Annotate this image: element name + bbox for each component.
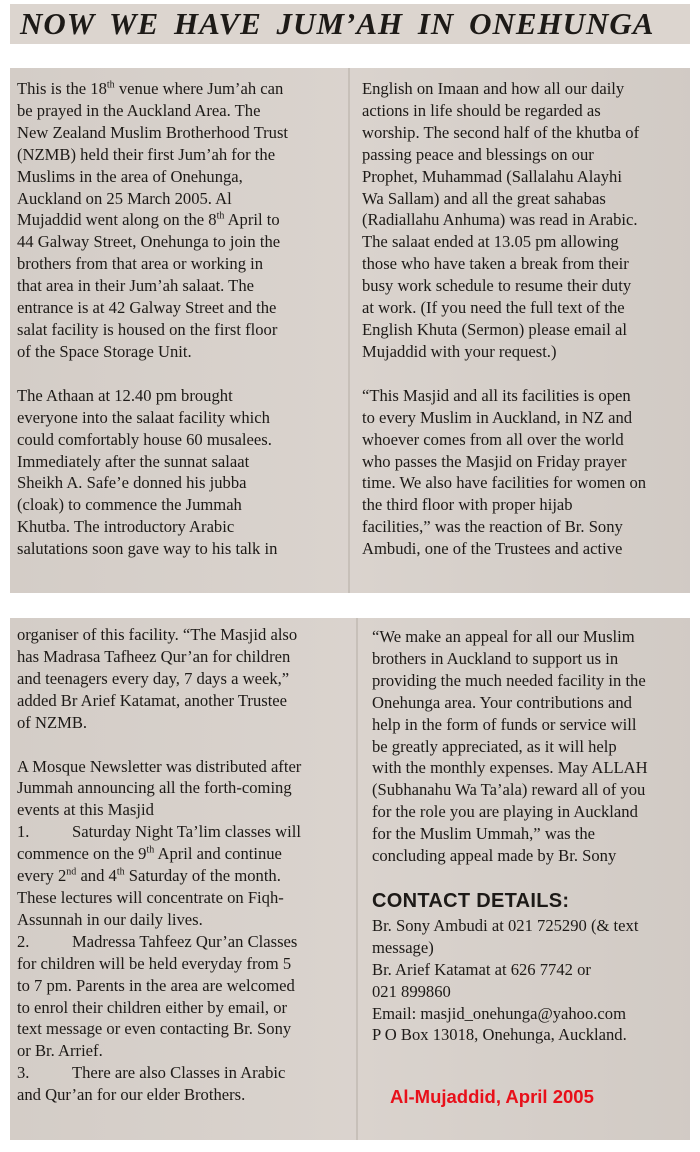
- text-line: everyone into the salaat facility which: [17, 407, 270, 427]
- top-left-column: [17, 78, 337, 560]
- text-line: Mujaddid with your request.): [362, 341, 557, 361]
- text-line: entrance is at 42 Galway Street and the: [17, 298, 277, 318]
- text-line: every 2nd and 4th Saturday of the month.: [17, 866, 281, 886]
- text-line: whoever comes from all over the world: [362, 429, 624, 449]
- article-bottom-panel: [10, 618, 690, 1140]
- text-line: salat facility is housed on the first floor: [17, 319, 278, 339]
- text-line: Onehunga area. Your contributions and: [372, 692, 632, 712]
- text-line: Muslims in the area of Onehunga,: [17, 166, 243, 186]
- text-line: concluding appeal made by Br. Sony: [372, 846, 617, 866]
- text-line: Prophet, Muhammad (Sallalahu Alayhi: [362, 166, 622, 186]
- source-credit: Al-Mujaddid, April 2005: [390, 1086, 594, 1107]
- text-line: with the monthly expenses. May ALLAH: [372, 758, 648, 778]
- contact-line: message): [372, 937, 434, 957]
- list-item: 2. Madressa Tahfeez Qur’an Classes: [17, 931, 298, 951]
- contact-line: 021 899860: [372, 981, 451, 1001]
- text-line: the third floor with proper hijab: [362, 495, 573, 515]
- headline: NOW WE HAVE JUM’AH IN ONEHUNGA: [10, 4, 690, 44]
- text-line: These lectures will concentrate on Fiqh-: [17, 887, 284, 907]
- text-line: Ambudi, one of the Trustees and active: [362, 539, 623, 559]
- text-line: of the Space Storage Unit.: [17, 341, 192, 361]
- contact-heading: CONTACT DETAILS:: [372, 889, 570, 912]
- text-line: The salaat ended at 13.05 pm allowing: [362, 232, 619, 252]
- text-line: passing peace and blessings on our: [362, 144, 594, 164]
- article-top-panel: [10, 68, 690, 593]
- text-line: for the Muslim Ummah,” was the: [372, 824, 596, 844]
- text-line: commence on the 9th April and continue: [17, 844, 282, 864]
- text-line: at work. (If you need the full text of the: [362, 298, 625, 318]
- text-line: (cloak) to commence the Jummah: [17, 495, 242, 515]
- text-line: and teenagers every day, 7 days a week,”: [17, 668, 290, 688]
- text-line: organiser of this facility. “The Masjid also: [17, 625, 298, 644]
- text-line: brothers from that area or working in: [17, 254, 264, 274]
- text-line: brothers in Auckland to support us in: [372, 648, 619, 668]
- text-line: actions in life should be regarded as: [362, 100, 601, 120]
- contact-line: P O Box 13018, Onehunga, Auckland.: [372, 1025, 627, 1045]
- text-line: salutations soon gave way to his talk in: [17, 539, 278, 559]
- text-line: This is the 18th venue where Jum’ah can: [17, 79, 284, 98]
- text-line: worship. The second half of the khutba of: [362, 122, 640, 142]
- text-line: be greatly appreciated, as it will help: [372, 736, 617, 756]
- text-line: text message or even contacting Br. Sony: [17, 1019, 292, 1039]
- text-line: that area in their Jum’ah salaat. The: [17, 276, 254, 296]
- text-line: busy work schedule to resume their duty: [362, 276, 632, 296]
- list-item: 1. Saturday Night Ta’lim classes will: [17, 822, 301, 842]
- text-line: “We make an appeal for all our Muslim: [372, 627, 635, 646]
- text-line: added Br Arief Katamat, another Trustee: [17, 690, 288, 710]
- text-line: Khutba. The introductory Arabic: [17, 517, 235, 537]
- text-line: Wa Sallam) and all the great sahabas: [362, 188, 606, 208]
- text-line: “This Masjid and all its facilities is open: [362, 385, 631, 405]
- contact-email: Email: masjid_onehunga@yahoo.com: [372, 1003, 626, 1023]
- text-line: The Athaan at 12.40 pm brought: [17, 385, 233, 405]
- text-line: (NZMB) held their first Jum’ah for the: [17, 144, 276, 164]
- text-line: 44 Galway Street, Onehunga to join the: [17, 232, 281, 252]
- text-line: time. We also have facilities for women on: [362, 473, 647, 493]
- text-line: and Qur’an for our elder Brothers.: [17, 1085, 246, 1105]
- text-line: providing the much needed facility in the: [372, 670, 646, 690]
- list-item: 3. There are also Classes in Arabic: [17, 1063, 286, 1083]
- text-line: English on Imaan and how all our daily: [362, 79, 625, 98]
- text-line: to enrol their children either by email, or: [17, 997, 288, 1017]
- text-line: has Madrasa Tafheez Qur’an for children: [17, 646, 291, 666]
- text-line: to 7 pm. Parents in the area are welcomed: [17, 975, 295, 995]
- text-line: could comfortably house 60 musalees.: [17, 429, 272, 449]
- text-line: New Zealand Muslim Brotherhood Trust: [17, 122, 289, 142]
- text-line: Immediately after the sunnat salaat: [17, 451, 250, 471]
- text-line: who passes the Masjid on Friday prayer: [362, 451, 627, 471]
- text-line: A Mosque Newsletter was distributed after: [17, 756, 302, 776]
- text-line: English Khuta (Sermon) please email al: [362, 319, 627, 339]
- text-line: to every Muslim in Auckland, in NZ and: [362, 407, 633, 427]
- text-line: Auckland on 25 March 2005. Al: [17, 188, 232, 208]
- bottom-right-column: [372, 626, 690, 1046]
- text-line: Assunnah in our daily lives.: [17, 909, 203, 929]
- text-line: help in the form of funds or service will: [372, 714, 637, 734]
- text-line: (Radiallahu Anhuma) was read in Arabic.: [362, 210, 638, 230]
- contact-line: Br. Sony Ambudi at 021 725290 (& text: [372, 915, 639, 935]
- top-right-column: [362, 78, 687, 560]
- text-line: facilities,” was the reaction of Br. Sony: [362, 517, 623, 537]
- text-line: be prayed in the Auckland Area. The: [17, 100, 261, 120]
- text-line: or Br. Arrief.: [17, 1041, 103, 1061]
- contact-line: Br. Arief Katamat at 626 7742 or: [372, 959, 591, 979]
- text-line: Sheikh A. Safe’e donned his jubba: [17, 473, 247, 493]
- text-line: Jummah announcing all the forth-coming: [17, 778, 292, 798]
- text-line: Mujaddid went along on the 8th April to: [17, 210, 280, 230]
- text-line: for children will be held everyday from 5: [17, 953, 292, 973]
- bottom-left-column: [17, 624, 347, 1106]
- text-line: events at this Masjid: [17, 800, 154, 820]
- text-line: for the role you are playing in Auckland: [372, 802, 638, 822]
- column-divider: [348, 68, 350, 593]
- text-line: of NZMB.: [17, 712, 88, 732]
- column-divider: [356, 618, 358, 1140]
- text-line: (Subhanahu Wa Ta’ala) reward all of you: [372, 780, 646, 800]
- text-line: those who have taken a break from their: [362, 254, 629, 274]
